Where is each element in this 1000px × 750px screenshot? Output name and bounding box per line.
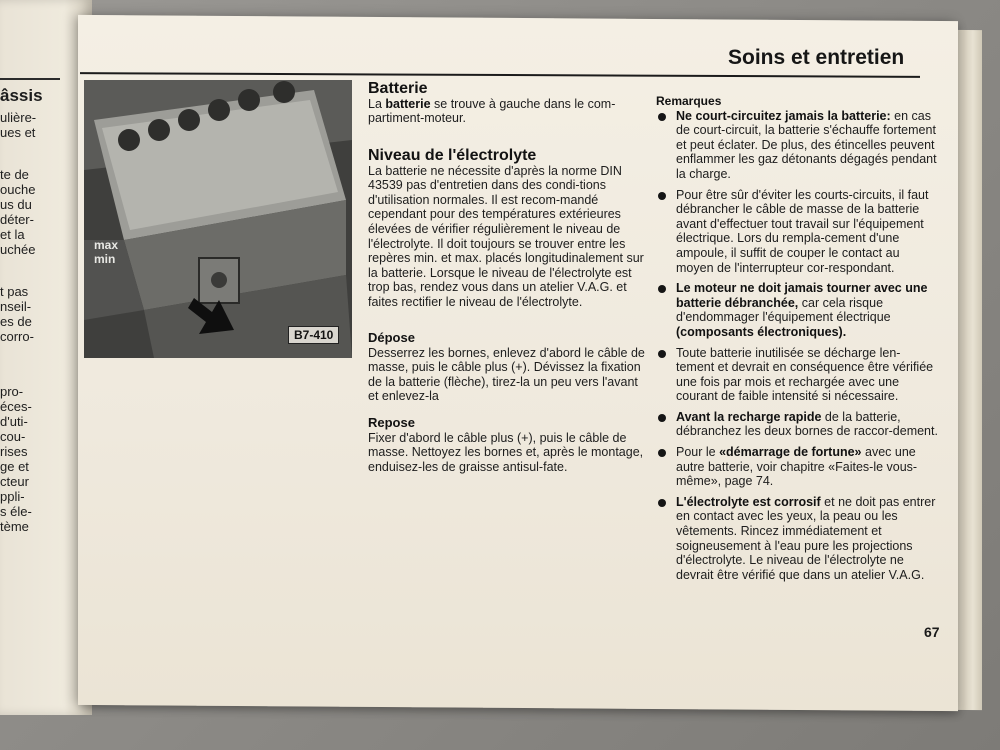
left-line: tème [0,519,29,534]
text-run: en cas de court-circuit, la batterie s'échauffe fortement et peut éclater. De plus, des étincelles peuvent enflammer les gaz détonants dégagés pendant la charge. [676,108,937,181]
batterie-section [368,82,646,126]
text-run: de la batterie, débranchez les deux bornes de raccor-dement. [676,409,938,439]
left-line: nseil- [0,299,32,314]
left-line: ge et [0,459,29,474]
niveau-section [368,149,646,310]
depose-text: Desserrez les bornes, enlevez d'abord le câble de masse, puis le câble plus (+). Dévissez la fixation de la batterie (flèche), tirez-la un peu vers l'avant et enlevez-la [368,345,645,404]
bold-run: (composants électroniques). [676,324,847,339]
battery-photo [84,80,352,358]
left-page-rule [0,78,60,80]
left-line: ulière- [0,110,37,125]
min-marker-label: min [94,252,116,266]
figure-code: B7-410 [288,326,339,344]
bold-run: Ne court-circuitez jamais la batterie: [676,108,891,123]
left-line: ouche [0,182,36,197]
remarques-heading: Remarques [656,94,722,108]
bullet-icon [658,414,666,422]
depose-heading: Dépose [368,330,415,345]
bold-run: L'électrolyte est corrosif [676,494,821,509]
max-marker-label: max [94,238,119,252]
left-line: te de [0,167,29,182]
left-line: ues et [0,125,36,140]
text-run: Toute batterie inutilisée se décharge len-tement et devrait en conséquence être vérifiée une fois par mois et rechargée avec une courant de faible intensité si nécessaire. [676,345,934,404]
remark-item [656,495,938,583]
bold-run: Le moteur ne doit jamais tourner avec une batterie débranchée, [676,281,928,310]
left-line: us du [0,197,32,212]
bullet-icon [658,113,666,121]
remark-item [656,346,938,404]
text-run: La [368,96,386,111]
bullet-icon [658,499,666,507]
batterie-heading: Batterie [368,80,428,97]
remark-item [656,281,938,339]
left-line: d'uti- [0,414,28,429]
left-line: s éle- [0,504,32,519]
left-line: t pas [0,284,29,299]
remark-item [656,410,938,439]
bullet-icon [658,192,666,200]
remarques-section [656,94,938,588]
text-run: et ne doit pas entrer en contact avec les yeux, la peau ou les vêtements. Rincez immédiatement et soigneusement à l'eau pure les projections d'électrolyte. Le niveau de l'électrolyte ne devrait être vérifié que dans un atelier V.A.G. [676,494,936,582]
text-run: avec une autre batterie, voir chapitre «Faites-le vous-même», page 74. [676,445,918,489]
section-title: Soins et entretien [728,46,905,69]
text-run: car cela risque d'endommager l'équipement électrique [676,295,891,325]
bold-run: batterie [385,96,431,111]
repose-heading: Repose [368,415,415,430]
left-line: uchée [0,242,36,257]
left-line: et la [0,227,25,242]
left-line: es de [0,314,32,329]
niveau-heading: Niveau de l'électrolyte [368,147,537,164]
repose-text: Fixer d'abord le câble plus (+), puis le câble de masse. Nettoyez les bornes et, après le montage, enduisez-les de graisse antisul-fate. [368,430,644,474]
left-line: cteur [0,474,29,489]
remark-item [656,445,938,489]
bullet-icon [658,449,666,457]
bold-run: Avant la recharge rapide [676,409,822,424]
text-run: Pour le [676,445,720,460]
left-line: cou- [0,429,26,444]
depose-section [368,331,646,404]
bullet-icon [658,350,666,358]
left-line: rises [0,444,28,459]
page-number: 67 [924,624,940,640]
left-line: déter- [0,212,34,227]
left-page-title: âssis [0,86,43,105]
bold-run: «démarrage de fortune» [719,445,862,460]
left-line: ppli- [0,489,25,504]
left-line: éces- [0,399,32,414]
remark-item [656,188,938,276]
repose-section [368,416,646,474]
remark-item [656,109,938,182]
niveau-text: La batterie ne nécessite d'après la norme DIN 43539 pas d'entretien dans des condi-tions d'utilisation normales. Il est recom-mandé cependant pour des températures extérieures élevées de vérifier régulièrement le niveau de l'électrolyte. Il doit toujours se trouver entre les repères min. et max. placés longitudinalement sur la batterie. Lorsque le niveau de l'électrolyte est trop bas, rendez vous dans un atelier V.A.G. et faites rectifier le niveau de l'électrolyte. [368,163,644,309]
left-line: corro- [0,329,34,344]
bullet-icon [658,285,666,293]
batterie-text [368,97,646,126]
battery-illustration [84,80,352,358]
text-run: se trouve à gauche dans le com-partiment-moteur. [368,96,616,126]
left-line: pro- [0,384,24,399]
text-run: Pour être sûr d'éviter les courts-circuits, il faut débrancher le câble de masse de la batterie avant d'effectuer tout travail sur l'équipement électrique. Lors du rempla-cement d'une ampoule, il suffit de couper le contact au moyen de l'interrupteur cor-respondant. [676,187,929,275]
